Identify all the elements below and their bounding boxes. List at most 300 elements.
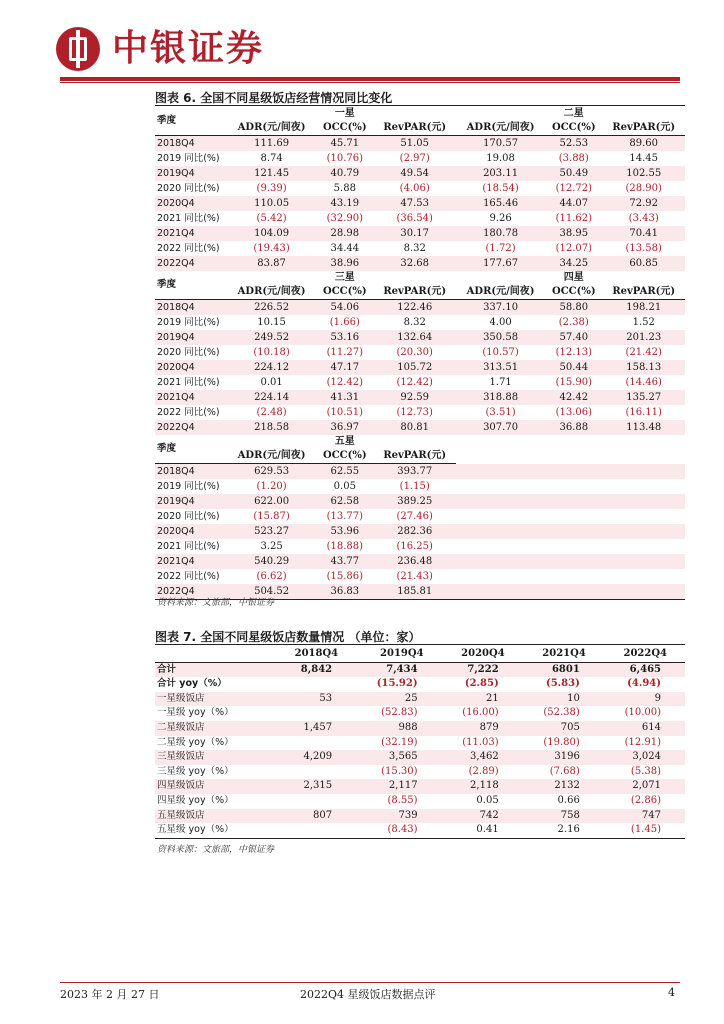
- data-cell: 92.59: [373, 390, 456, 405]
- data-cell: 49.54: [373, 166, 456, 181]
- data-cell: 62.55: [316, 464, 373, 480]
- table-row: [155, 809, 685, 824]
- season-label: 季度: [155, 107, 227, 136]
- empty-cell: [602, 435, 685, 449]
- row-label: 2019 同比(%): [157, 317, 220, 328]
- data-cell: 185.81: [373, 584, 456, 600]
- empty-cell: [602, 271, 685, 285]
- data-cell: 6801: [523, 662, 604, 677]
- column-header: RevPAR(元): [602, 285, 685, 300]
- column-header: RevPAR(元): [373, 449, 456, 464]
- empty-cell: [456, 509, 545, 524]
- data-cell: 158.13: [602, 360, 685, 375]
- table-row: [155, 464, 685, 480]
- data-cell: (2.85): [464, 678, 499, 690]
- data-cell: 43.77: [316, 554, 373, 569]
- data-cell: (36.54): [396, 213, 433, 224]
- column-header: OCC(%): [545, 285, 602, 300]
- empty-cell: [602, 449, 685, 464]
- row-label: 2020 同比(%): [157, 511, 220, 522]
- data-cell: 122.46: [373, 300, 456, 316]
- data-cell: 38.95: [545, 226, 602, 241]
- empty-cell: [602, 107, 685, 121]
- data-cell: 307.70: [456, 420, 545, 435]
- data-cell: (13.77): [326, 511, 364, 522]
- data-cell: 2,315: [275, 779, 356, 794]
- page-header: [0, 0, 724, 86]
- data-cell: 10: [523, 692, 604, 707]
- data-cell: (15.87): [253, 511, 290, 522]
- row-label: 2019Q4: [155, 166, 227, 181]
- data-cell: [275, 794, 356, 809]
- data-cell: 1,457: [275, 721, 356, 736]
- table-row: [155, 241, 685, 256]
- column-header: ADR(元/间夜): [227, 449, 316, 464]
- empty-cell: [545, 449, 602, 464]
- table-row: [155, 692, 685, 707]
- data-cell: 236.48: [373, 554, 456, 569]
- data-cell: (15.92): [376, 678, 418, 690]
- data-cell: 21: [442, 692, 523, 707]
- data-cell: (1.72): [485, 243, 516, 254]
- column-header: ADR(元/间夜): [227, 121, 316, 136]
- group-label: 一星: [334, 108, 355, 119]
- table6-header-row: [155, 449, 685, 464]
- empty-cell: [373, 271, 456, 285]
- data-cell: 3196: [523, 750, 604, 765]
- data-cell: 5.88: [333, 183, 356, 194]
- season-label: 季度: [155, 271, 227, 300]
- table-row: [155, 136, 685, 152]
- data-cell: [275, 765, 356, 780]
- data-cell: 121.45: [227, 166, 316, 181]
- data-cell: 58.80: [545, 300, 602, 316]
- data-cell: 739: [356, 809, 441, 824]
- table6-title: 图表 6. 全国不同星级饭店经营情况同比变化: [155, 91, 393, 105]
- row-label: 2021Q4: [155, 226, 227, 241]
- row-label: 五星级 yoy（%）: [155, 823, 275, 838]
- group-label: 五星: [334, 436, 355, 447]
- data-cell: 62.58: [316, 494, 373, 509]
- data-cell: 80.81: [373, 420, 456, 435]
- data-cell: (10.00): [624, 707, 661, 719]
- data-cell: 218.58: [227, 420, 316, 435]
- data-cell: 742: [442, 809, 523, 824]
- data-cell: 83.87: [227, 256, 316, 271]
- data-cell: (13.06): [555, 407, 593, 418]
- empty-cell: [602, 554, 685, 569]
- empty-cell: [227, 107, 316, 121]
- data-cell: (11.27): [326, 347, 364, 358]
- data-cell: (4.94): [627, 678, 661, 690]
- table-row: [155, 479, 685, 494]
- data-cell: 0.05: [333, 481, 356, 492]
- data-cell: 8.32: [403, 243, 426, 254]
- data-cell: 10.15: [257, 317, 286, 328]
- logo-bar: [76, 30, 80, 68]
- table7-source: 资料来源：文旅部，中银证券: [157, 845, 275, 855]
- table7-title: 图表 7. 全国不同星级饭店数量情况 （单位：家）: [155, 630, 421, 644]
- data-cell: 3,462: [442, 750, 523, 765]
- data-cell: (12.13): [555, 347, 593, 358]
- empty-cell: [545, 494, 602, 509]
- data-cell: (28.90): [625, 183, 662, 194]
- data-cell: 2132: [523, 779, 604, 794]
- data-cell: 57.40: [545, 330, 602, 345]
- group-label: [545, 435, 602, 449]
- row-label: 2021Q4: [155, 390, 227, 405]
- data-cell: 747: [604, 809, 685, 824]
- table-row: [155, 211, 685, 226]
- header-rule-thin: [60, 82, 680, 83]
- data-cell: 318.88: [456, 390, 545, 405]
- data-cell: 0.41: [442, 823, 523, 838]
- table-row: [155, 794, 685, 809]
- data-cell: 282.36: [373, 524, 456, 539]
- table-row: [155, 779, 685, 794]
- empty-cell: [373, 107, 456, 121]
- empty-cell: [602, 569, 685, 584]
- empty-cell: [602, 464, 685, 480]
- column-header: OCC(%): [316, 121, 373, 136]
- column-header: ADR(元/间夜): [456, 285, 545, 300]
- data-cell: (12.73): [396, 407, 433, 418]
- empty-cell: [456, 539, 545, 554]
- table-row: [155, 151, 685, 166]
- column-header: 2021Q4: [523, 647, 604, 662]
- empty-cell: [456, 494, 545, 509]
- data-cell: 249.52: [227, 330, 316, 345]
- data-cell: 60.85: [602, 256, 685, 271]
- empty-cell: [602, 584, 685, 600]
- page-number: 4: [668, 986, 675, 999]
- data-cell: 47.17: [316, 360, 373, 375]
- table-row: [155, 662, 685, 677]
- data-cell: (10.51): [326, 407, 364, 418]
- data-cell: 0.05: [476, 794, 499, 806]
- data-cell: 14.45: [629, 153, 659, 164]
- empty-cell: [155, 647, 275, 662]
- table-row: [155, 554, 685, 569]
- data-cell: 523.27: [227, 524, 316, 539]
- row-label: 2020Q4: [155, 360, 227, 375]
- row-label: 一星级 yoy（%）: [157, 707, 234, 719]
- empty-cell: [456, 435, 545, 449]
- data-cell: 70.41: [602, 226, 685, 241]
- data-cell: 9.26: [489, 213, 512, 224]
- data-cell: (12.07): [555, 243, 593, 254]
- data-cell: (10.76): [326, 153, 364, 164]
- row-label: 2020Q4: [155, 196, 227, 211]
- empty-cell: [456, 584, 545, 600]
- data-cell: 1.71: [489, 377, 512, 388]
- data-cell: 337.10: [456, 300, 545, 316]
- data-cell: 30.17: [373, 226, 456, 241]
- data-cell: (2.38): [558, 317, 589, 328]
- empty-cell: [456, 569, 545, 584]
- data-cell: 36.97: [316, 420, 373, 435]
- data-cell: (12.72): [555, 183, 593, 194]
- table7: [155, 647, 685, 839]
- data-cell: 32.68: [373, 256, 456, 271]
- row-label: 四星级饭店: [155, 779, 275, 794]
- empty-cell: [602, 494, 685, 509]
- empty-cell: [602, 539, 685, 554]
- footer-date: 2023 年 2 月 27 日: [60, 988, 160, 1001]
- column-header: RevPAR(元): [602, 121, 685, 136]
- data-cell: 3.25: [260, 541, 283, 552]
- data-cell: 180.78: [456, 226, 545, 241]
- empty-cell: [456, 449, 545, 464]
- data-cell: (20.30): [396, 347, 433, 358]
- data-cell: 53.96: [316, 524, 373, 539]
- table6: [155, 107, 685, 600]
- data-cell: 111.69: [227, 136, 316, 152]
- data-cell: (21.42): [625, 347, 662, 358]
- data-cell: 170.57: [456, 136, 545, 152]
- row-label: 2022 同比(%): [157, 243, 220, 254]
- data-cell: (18.54): [482, 183, 519, 194]
- data-cell: 6,465: [604, 662, 685, 677]
- data-cell: (11.03): [462, 736, 499, 748]
- data-cell: 8.74: [260, 153, 283, 164]
- data-cell: [275, 823, 356, 838]
- data-cell: (15.90): [555, 377, 593, 388]
- data-cell: 758: [523, 809, 604, 824]
- empty-cell: [456, 554, 545, 569]
- empty-cell: [373, 435, 456, 449]
- table-row: [155, 360, 685, 375]
- empty-cell: [456, 464, 545, 480]
- column-header: RevPAR(元): [373, 285, 456, 300]
- data-cell: (2.97): [399, 153, 430, 164]
- row-label: 一星级饭店: [155, 692, 275, 707]
- data-cell: (3.88): [558, 153, 589, 164]
- row-label: 2018Q4: [155, 464, 227, 480]
- data-cell: 19.08: [486, 153, 515, 164]
- data-cell: 705: [523, 721, 604, 736]
- data-cell: (12.42): [396, 377, 433, 388]
- data-cell: 3,565: [356, 750, 441, 765]
- data-cell: 89.60: [602, 136, 685, 152]
- data-cell: (2.86): [630, 794, 661, 806]
- data-cell: (16.25): [396, 541, 433, 552]
- data-cell: 4,209: [275, 750, 356, 765]
- table6-group-row: [155, 271, 685, 285]
- data-cell: 47.53: [373, 196, 456, 211]
- data-cell: 2,071: [604, 779, 685, 794]
- row-label: 2022 同比(%): [157, 407, 220, 418]
- data-cell: 313.51: [456, 360, 545, 375]
- table-row: [155, 226, 685, 241]
- data-cell: (10.18): [253, 347, 290, 358]
- table-row: [155, 196, 685, 211]
- data-cell: (21.43): [396, 571, 433, 582]
- table6-group-row: [155, 435, 685, 449]
- empty-cell: [456, 479, 545, 494]
- table6-title-rule: [155, 105, 685, 106]
- table-row: [155, 345, 685, 360]
- data-cell: (9.39): [256, 183, 287, 194]
- table-row: [155, 765, 685, 780]
- data-cell: 629.53: [227, 464, 316, 480]
- row-label: 2018Q4: [155, 300, 227, 316]
- empty-cell: [602, 479, 685, 494]
- row-label: 2022Q4: [155, 584, 227, 600]
- column-header: ADR(元/间夜): [227, 285, 316, 300]
- table-row: [155, 569, 685, 584]
- data-cell: 2.16: [523, 823, 604, 838]
- row-label: 2019Q4: [155, 330, 227, 345]
- data-cell: (3.51): [485, 407, 516, 418]
- empty-cell: [545, 464, 602, 480]
- footer-rule: [60, 982, 680, 983]
- row-label: 五星级饭店: [155, 809, 275, 824]
- empty-cell: [602, 509, 685, 524]
- table-row: [155, 750, 685, 765]
- data-cell: 43.19: [316, 196, 373, 211]
- data-cell: 7,222: [442, 662, 523, 677]
- data-cell: (2.89): [468, 765, 499, 777]
- row-label: 2020 同比(%): [157, 183, 220, 194]
- column-header: 2022Q4: [604, 647, 685, 662]
- data-cell: 224.14: [227, 390, 316, 405]
- data-cell: 51.05: [373, 136, 456, 152]
- data-cell: 36.83: [316, 584, 373, 600]
- row-label: 2021 同比(%): [157, 541, 220, 552]
- row-label: 2020Q4: [155, 524, 227, 539]
- data-cell: 177.67: [456, 256, 545, 271]
- data-cell: 102.55: [602, 166, 685, 181]
- data-cell: 9: [604, 692, 685, 707]
- table-row: [155, 509, 685, 524]
- data-cell: 52.53: [545, 136, 602, 152]
- data-cell: 7,434: [356, 662, 441, 677]
- data-cell: (5.83): [545, 678, 580, 690]
- table-row: [155, 390, 685, 405]
- data-cell: [275, 736, 356, 751]
- data-cell: (18.88): [326, 541, 364, 552]
- data-cell: 4.00: [489, 317, 512, 328]
- data-cell: (1.66): [329, 317, 360, 328]
- table-row: [155, 539, 685, 554]
- group-label: 二星: [563, 108, 584, 119]
- empty-cell: [456, 271, 545, 285]
- table-row: [155, 736, 685, 751]
- data-cell: 8.32: [403, 317, 426, 328]
- column-header: OCC(%): [545, 121, 602, 136]
- data-cell: 540.29: [227, 554, 316, 569]
- data-cell: 40.79: [316, 166, 373, 181]
- data-cell: (19.80): [543, 736, 580, 748]
- table-row: [155, 706, 685, 721]
- empty-cell: [227, 271, 316, 285]
- table-row: [155, 300, 685, 316]
- data-cell: 2,118: [442, 779, 523, 794]
- season-label: 季度: [155, 435, 227, 464]
- table6-group-row: [155, 107, 685, 121]
- data-cell: 614: [604, 721, 685, 736]
- row-label: 2022Q4: [155, 420, 227, 435]
- data-cell: (12.91): [624, 736, 661, 748]
- empty-cell: [545, 569, 602, 584]
- data-cell: (7.68): [549, 765, 580, 777]
- data-cell: 165.46: [456, 196, 545, 211]
- data-cell: (12.42): [326, 377, 364, 388]
- row-label: 二星级 yoy（%）: [157, 736, 234, 748]
- group-label: 四星: [563, 272, 584, 283]
- data-cell: 53: [275, 692, 356, 707]
- row-label: 2019 同比(%): [157, 153, 220, 164]
- data-cell: (15.86): [326, 571, 364, 582]
- data-cell: 72.92: [602, 196, 685, 211]
- table-row: [155, 823, 685, 838]
- data-cell: 38.96: [316, 256, 373, 271]
- data-cell: 504.52: [227, 584, 316, 600]
- data-cell: 34.25: [545, 256, 602, 271]
- data-cell: (14.46): [625, 377, 662, 388]
- row-label: 2019 同比(%): [157, 481, 220, 492]
- column-header: 2020Q4: [442, 647, 523, 662]
- row-label: 合计: [155, 662, 275, 677]
- table-row: [155, 494, 685, 509]
- data-cell: 988: [356, 721, 441, 736]
- data-cell: (5.42): [256, 213, 287, 224]
- data-cell: 879: [442, 721, 523, 736]
- data-cell: 105.72: [373, 360, 456, 375]
- row-label: 2018Q4: [155, 136, 227, 152]
- data-cell: 50.44: [545, 360, 602, 375]
- group-label: 三星: [334, 272, 355, 283]
- data-cell: (2.48): [256, 407, 287, 418]
- empty-cell: [545, 539, 602, 554]
- row-label: 2021Q4: [155, 554, 227, 569]
- table-row: [155, 330, 685, 345]
- column-header: 2018Q4: [275, 647, 356, 662]
- data-cell: (52.83): [381, 707, 418, 719]
- data-cell: 0.01: [260, 377, 283, 388]
- data-cell: 226.52: [227, 300, 316, 316]
- data-cell: 1.52: [632, 317, 655, 328]
- data-cell: (16.00): [462, 707, 499, 719]
- data-cell: (3.43): [628, 213, 659, 224]
- data-cell: (10.57): [482, 347, 519, 358]
- row-label: 二星级饭店: [155, 721, 275, 736]
- data-cell: (16.11): [625, 407, 662, 418]
- data-cell: (4.06): [399, 183, 430, 194]
- row-label: 2021 同比(%): [157, 377, 220, 388]
- data-cell: 28.98: [316, 226, 373, 241]
- table-row: [155, 181, 685, 196]
- empty-cell: [227, 435, 316, 449]
- table-row: [155, 405, 685, 420]
- data-cell: 201.23: [602, 330, 685, 345]
- empty-cell: [545, 479, 602, 494]
- data-cell: 0.66: [557, 794, 580, 806]
- table7-title-rule: [155, 644, 685, 645]
- data-cell: 50.49: [545, 166, 602, 181]
- data-cell: (11.62): [555, 213, 593, 224]
- table6-header-row: [155, 121, 685, 136]
- empty-cell: [545, 509, 602, 524]
- data-cell: 203.11: [456, 166, 545, 181]
- table-row: [155, 166, 685, 181]
- table-row: [155, 677, 685, 692]
- data-cell: 41.31: [316, 390, 373, 405]
- data-cell: 54.06: [316, 300, 373, 316]
- data-cell: (13.58): [625, 243, 662, 254]
- data-cell: 389.25: [373, 494, 456, 509]
